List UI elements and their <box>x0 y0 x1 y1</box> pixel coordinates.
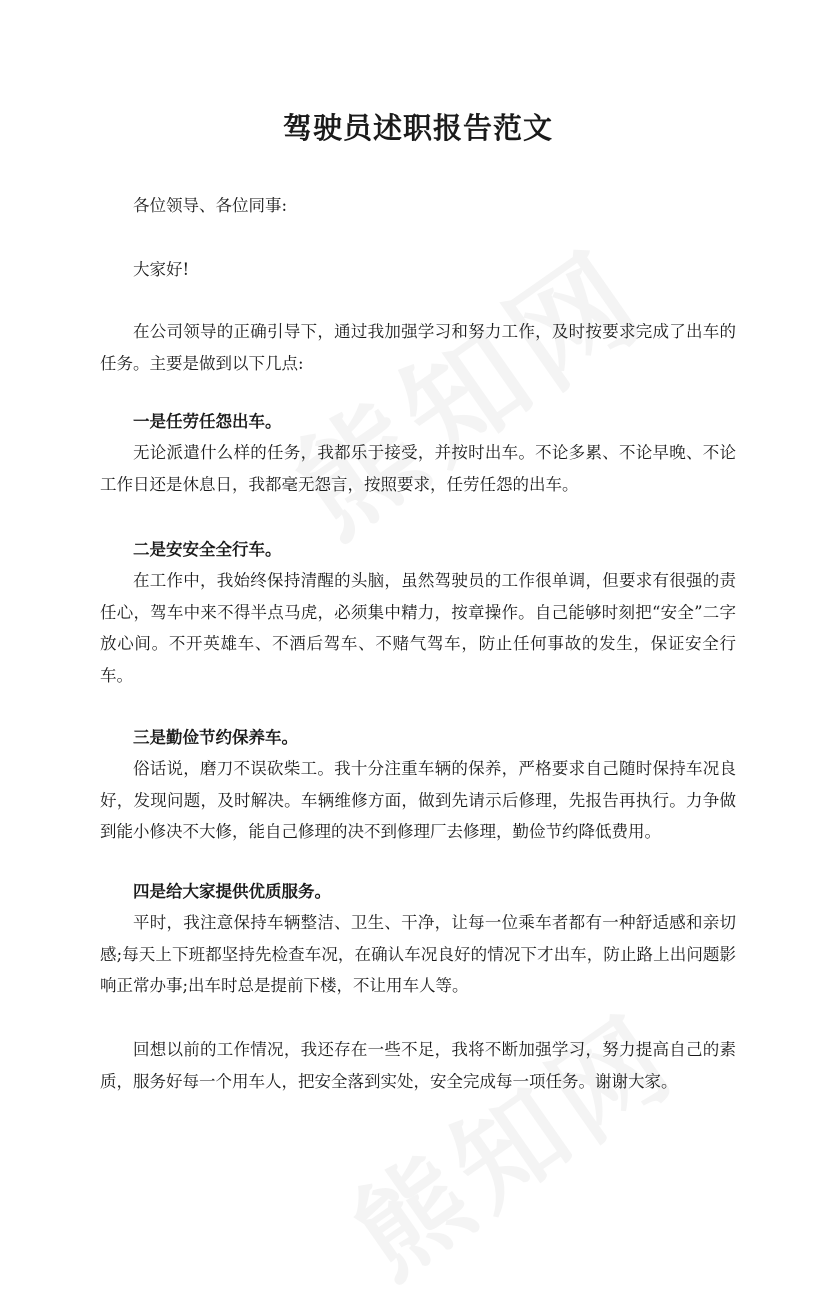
section-body-3: 俗话说，磨刀不误砍柴工。我十分注重车辆的保养，严格要求自己随时保持车况良好，发现问题，及时解决。车辆维修方面，做到先请示后修理，先报告再执行。力争做到能小修决不大修，能自己修理的决不到修理厂去修理，勤俭节约降低费用。 <box>100 759 736 841</box>
section-heading-4: 四是给大家提供优质服务。 <box>133 882 331 901</box>
intro-paragraph: 在公司领导的正确引导下，通过我加强学习和努力工作，及时按要求完成了出车的任务。主要是做到以下几点: <box>100 322 736 373</box>
section-heading-2: 二是安安全全行车。 <box>133 540 282 559</box>
closing-paragraph: 回想以前的工作情况，我还存在一些不足，我将不断加强学习，努力提高自己的素质，服务好每一个用车人，把安全落到实处，安全完成每一项任务。谢谢大家。 <box>100 1040 736 1091</box>
hello-line: 大家好! <box>133 260 190 279</box>
section-body-2: 在工作中，我始终保持清醒的头脑，虽然驾驶员的工作很单调，但要求有很强的责任心，驾车中来不得半点马虎，必须集中精力，按章操作。自己能够时刻把“安全”二字放心间。不开英雄车、不酒后驾车、不赌气驾车，防止任何事故的发生，保证安全行车。 <box>100 571 736 685</box>
section-body-4: 平时，我注意保持车辆整洁、卫生、干净，让每一位乘车者都有一种舒适感和亲切感;每天上下班都坚持先检查车况，在确认车况良好的情况下才出车，防止路上出问题影响正常办事;出车时总是提前下楼，不让用车人等。 <box>100 913 736 995</box>
document-title: 驾驶员述职报告范文 <box>282 111 553 145</box>
section-body-1: 无论派遣什么样的任务，我都乐于接受，并按时出车。不论多累、不论早晚、不论工作日还是休息日，我都毫无怨言，按照要求，任劳任怨的出车。 <box>100 443 736 494</box>
section-heading-3: 三是勤俭节约保养车。 <box>133 728 298 747</box>
greeting-line: 各位领导、各位同事: <box>133 196 288 215</box>
section-heading-1: 一是任劳任怨出车。 <box>133 412 282 431</box>
watermark-text-bottom <box>317 971 703 1307</box>
